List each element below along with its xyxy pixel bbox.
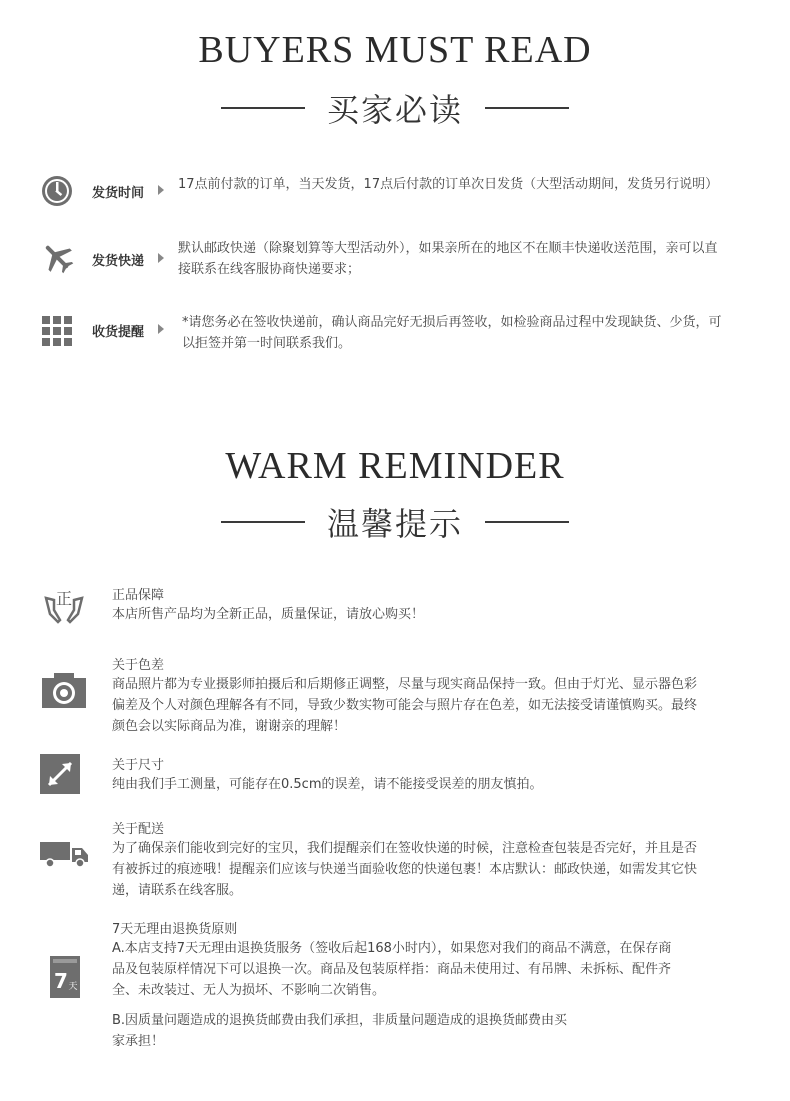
buyers-must-read-subtitle: 买家必读 [326,91,463,129]
item-heading: 关于配送 [112,822,165,837]
item-text: 默认邮政快递（除聚划算等大型活动外），如果亲所在的地区不在顺丰快递收送范围，亲可以直接联系在线客服协商快递要求； [178,241,718,277]
seven-number: 7 [54,969,68,993]
clock-icon [40,174,74,208]
divider-right [485,107,569,109]
seven-day-calendar-icon [50,956,80,1004]
item-body: 为了确保亲们能收到完好的宝贝，我们提醒亲们在签收快递的时候，注意检查包装是否完好，并且是否有被拆过的痕迹哦！提醒亲们应该与快递当面验收您的快递包裹！本店默认：邮政快递，如需发其它快递，请联系在线客服。 [112,841,698,898]
courier-item [40,238,720,298]
item-body: 商品照片都为专业摄影师拍摄后和后期修正调整，尽量与现实商品保持一致。但由于灯光、显示器色彩偏差及个人对颜色理解各有不同，导致少数实物可能会与照片存在色差，如无法接受请谨慎购买。最终颜色会以实际商品为准，谢谢亲的理解！ [112,677,698,734]
buyers-must-read-subtitle-row [0,88,790,128]
item-heading: 关于尺寸 [112,758,165,773]
item-label: 发货快递 [92,254,145,269]
divider-left [221,107,305,109]
buyers-must-read-title: BUYERS MUST READ [198,29,592,71]
item-body-a: A.本店支持7天无理由退换货服务（签收后起168小时内），如果您对我们的商品不满意，在保存商品及包装原样情况下可以退换一次。商品及包装原样指：商品未使用过、有吊牌、未拆标、配件齐全、未改装过、无人为损坏、不影响二次销售。 [112,941,672,998]
item-label: 收货提醒 [92,325,145,340]
warm-reminder-subtitle: 温馨提示 [326,505,463,543]
receipt-reminder-item [40,312,720,372]
measure-arrow-icon [40,754,88,802]
grid-icon [40,314,74,348]
warm-reminder-title: WARM REMINDER [225,445,565,487]
item-text: 17点前付款的订单，当天发货，17点后付款的订单次日发货（大型活动期间，发货另行说明） [178,177,719,192]
item-heading: 关于色差 [112,658,165,673]
genuine-hands-icon [40,584,88,632]
item-text: *请您务必在签收快递前，确认商品完好无损后再签收，如检验商品过程中发现缺货、少货，可以拒签并第一时间联系我们。 [182,315,722,351]
truck-icon [40,840,88,888]
item-body: 本店所售产品均为全新正品，质量保证，请放心购买！ [112,607,425,622]
day-char: 天 [68,982,78,992]
genuine-char: 正 [55,589,73,608]
divider-right [485,521,569,523]
warm-reminder-subtitle-row [0,502,790,542]
arrow-right-icon [158,253,164,263]
item-heading: 7天无理由退换货原则 [112,922,238,937]
airplane-icon [40,240,74,274]
arrow-right-icon [158,185,164,195]
arrow-right-icon [158,324,164,334]
camera-icon [40,670,88,718]
item-heading: 正品保障 [112,588,165,603]
divider-left [221,521,305,523]
item-label: 发货时间 [92,186,145,201]
item-body-b: B.因质量问题造成的退换货邮费由我们承担，非质量问题造成的退换货邮费由买家承担！ [112,1013,568,1049]
item-body: 纯由我们手工测量，可能存在0.5cm的误差，请不能接受误差的朋友慎拍。 [112,777,543,792]
shipping-time-item [40,174,720,234]
